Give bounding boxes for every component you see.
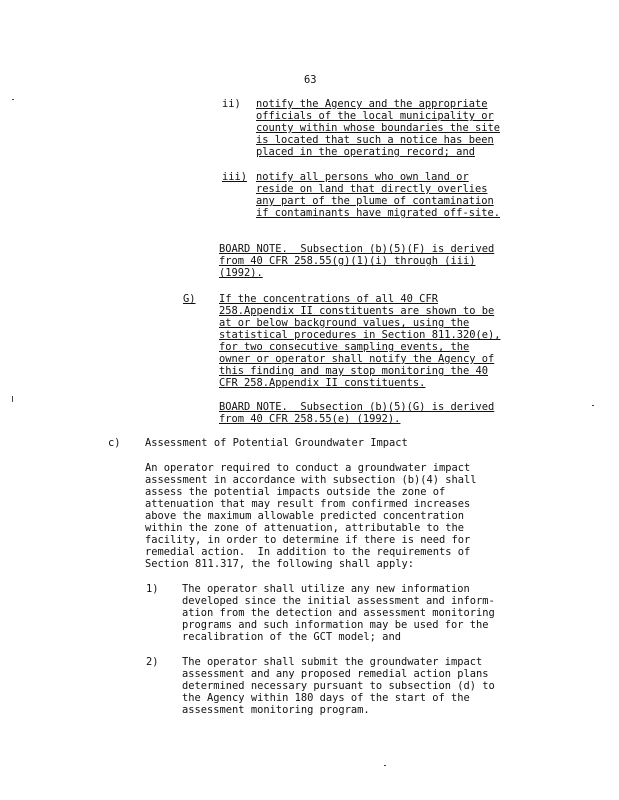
item-1-label: 1) bbox=[146, 583, 159, 595]
text-line: The operator shall utilize any new information bbox=[182, 583, 470, 595]
text-line: remedial action. In addition to the requirements of bbox=[145, 546, 471, 558]
text-line: placed in the operating record; and bbox=[256, 146, 475, 158]
text-line: notify all persons who own land or bbox=[256, 171, 469, 183]
text-line: within the zone of attenuation, attributable to the bbox=[145, 522, 465, 534]
text-line: ation from the detection and assessment monitoring bbox=[182, 607, 495, 619]
item-ii-label: ii) bbox=[222, 98, 241, 110]
text-line: 258.Appendix II constituents are shown to be bbox=[219, 305, 495, 317]
text-line: assessment in accordance with subsection (b)(4) shall bbox=[145, 474, 477, 486]
text-line: statistical procedures in Section 811.320(e), bbox=[219, 329, 501, 341]
scan-speck bbox=[12, 99, 14, 100]
text-line: programs and such information may be used for the bbox=[182, 619, 489, 631]
text-line: from 40 CFR 258.55(g)(1)(i) through (iii) bbox=[219, 255, 476, 267]
text-line: assessment monitoring program. bbox=[182, 704, 370, 716]
item-2-label: 2) bbox=[146, 656, 159, 668]
section-c-heading: Assessment of Potential Groundwater Impact bbox=[145, 437, 408, 449]
text-line: the Agency within 180 days of the start of the bbox=[182, 692, 470, 704]
section-c-label: c) bbox=[108, 437, 121, 449]
text-line: notify the Agency and the appropriate bbox=[256, 98, 488, 110]
text-line: BOARD NOTE. Subsection (b)(5)(G) is derived bbox=[219, 401, 495, 413]
text-line: Section 811.317, the following shall apply: bbox=[145, 558, 414, 570]
text-line: facility, in order to determine if there is need for bbox=[145, 534, 471, 546]
text-line: if contaminants have migrated off-site. bbox=[256, 207, 500, 219]
text-line: county within whose boundaries the site bbox=[256, 122, 500, 134]
item-g-label: G) bbox=[183, 293, 196, 305]
text-line: CFR 258.Appendix II constituents. bbox=[219, 377, 426, 389]
text-line: above the maximum allowable predicted concentration bbox=[145, 510, 465, 522]
item-iii-label: iii) bbox=[222, 171, 248, 183]
text-line: determined necessary pursuant to subsection (d) to bbox=[182, 680, 495, 692]
text-line: recalibration of the GCT model; and bbox=[182, 631, 401, 643]
text-line: BOARD NOTE. Subsection (b)(5)(F) is derived bbox=[219, 243, 495, 255]
text-line: from 40 CFR 258.55(e) (1992). bbox=[219, 413, 401, 425]
text-line: developed since the initial assessment and inform- bbox=[182, 595, 495, 607]
scan-speck bbox=[384, 765, 386, 766]
scan-speck bbox=[592, 405, 594, 406]
text-line: any part of the plume of contamination bbox=[256, 195, 494, 207]
text-line: If the concentrations of all 40 CFR bbox=[219, 293, 438, 305]
text-line: The operator shall submit the groundwater impact bbox=[182, 656, 483, 668]
text-line: this finding and may stop monitoring the 40 bbox=[219, 365, 488, 377]
text-line: officials of the local municipality or bbox=[256, 110, 494, 122]
text-line: assessment and any proposed remedial action plans bbox=[182, 668, 489, 680]
text-line: attenuation that may result from confirmed increases bbox=[145, 498, 471, 510]
scan-speck bbox=[12, 396, 13, 402]
text-line: owner or operator shall notify the Agency of bbox=[219, 353, 495, 365]
text-line: An operator required to conduct a groundwater impact bbox=[145, 462, 471, 474]
text-line: reside on land that directly overlies bbox=[256, 183, 488, 195]
text-line: assess the potential impacts outside the zone of bbox=[145, 486, 446, 498]
text-line: at or below background values, using the bbox=[219, 317, 470, 329]
text-line: (1992). bbox=[219, 267, 263, 279]
text-line: for two consecutive sampling events, the bbox=[219, 341, 470, 353]
text-line: is located that such a notice has been bbox=[256, 134, 494, 146]
page-number: 63 bbox=[304, 74, 317, 86]
